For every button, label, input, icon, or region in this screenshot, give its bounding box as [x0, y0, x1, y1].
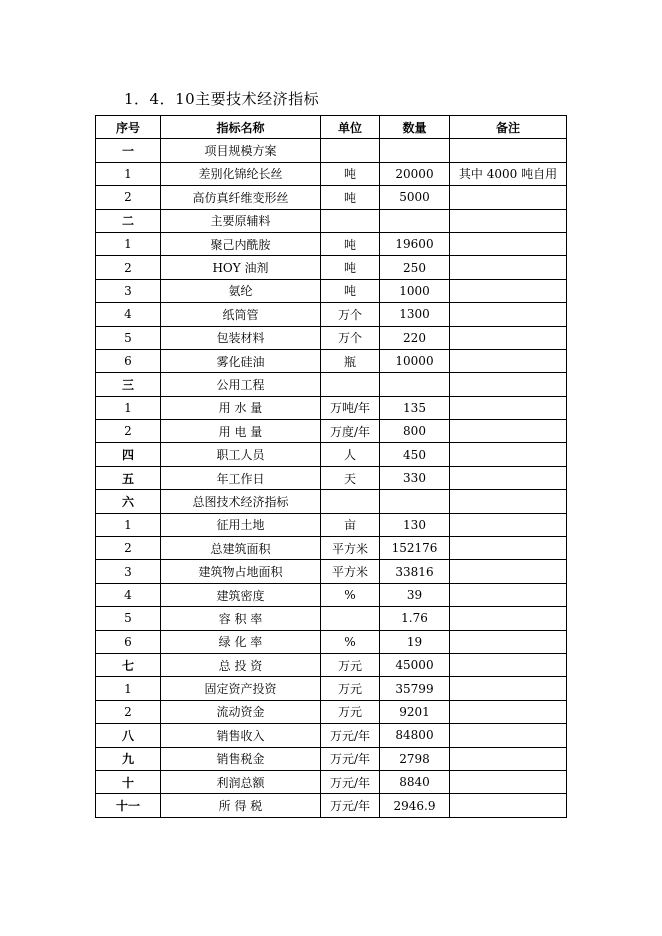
table-row	[96, 513, 567, 536]
cell-unit: 吨	[321, 232, 380, 255]
table-row	[96, 279, 567, 302]
cell-note	[450, 537, 567, 560]
cell-note	[450, 794, 567, 817]
table-row	[96, 794, 567, 817]
cell-no: 2	[96, 186, 161, 209]
cell-name: 主要原辅料	[161, 209, 321, 232]
cell-unit	[321, 139, 380, 162]
cell-note	[450, 279, 567, 302]
cell-note	[450, 209, 567, 232]
cell-unit: 万元/年	[321, 724, 380, 747]
cell-no: 4	[96, 303, 161, 326]
cell-unit: 万吨/年	[321, 396, 380, 419]
cell-name: 项目规模方案	[161, 139, 321, 162]
cell-no: 3	[96, 560, 161, 583]
cell-qty	[380, 209, 450, 232]
cell-unit: 平方米	[321, 537, 380, 560]
cell-name: 用 电 量	[161, 420, 321, 443]
cell-no: 一	[96, 139, 161, 162]
cell-note	[450, 583, 567, 606]
table-row	[96, 490, 567, 513]
cell-name: 差别化锦纶长丝	[161, 162, 321, 185]
table-row	[96, 560, 567, 583]
cell-no: 2	[96, 537, 161, 560]
cell-qty: 35799	[380, 677, 450, 700]
cell-qty: 8840	[380, 770, 450, 793]
cell-name: 氨纶	[161, 279, 321, 302]
cell-unit: 吨	[321, 162, 380, 185]
section-title: 1．4．10主要技术经济指标	[124, 90, 320, 108]
cell-name: 建筑物占地面积	[161, 560, 321, 583]
cell-qty: 330	[380, 466, 450, 489]
table-row	[96, 162, 567, 185]
cell-qty	[380, 373, 450, 396]
cell-no: 十一	[96, 794, 161, 817]
cell-name: 所 得 税	[161, 794, 321, 817]
header-name: 指标名称	[161, 116, 321, 139]
cell-name: 建筑密度	[161, 583, 321, 606]
cell-name: HOY 油剂	[161, 256, 321, 279]
cell-qty: 10000	[380, 349, 450, 372]
cell-no: 1	[96, 162, 161, 185]
cell-qty: 9201	[380, 700, 450, 723]
cell-note	[450, 420, 567, 443]
table-body	[96, 139, 567, 817]
cell-note	[450, 349, 567, 372]
cell-unit: 万元	[321, 677, 380, 700]
cell-no: 5	[96, 607, 161, 630]
cell-qty: 450	[380, 443, 450, 466]
cell-note	[450, 396, 567, 419]
cell-unit: 吨	[321, 186, 380, 209]
cell-qty: 39	[380, 583, 450, 606]
cell-note	[450, 513, 567, 536]
cell-note	[450, 630, 567, 653]
cell-note	[450, 466, 567, 489]
table-row	[96, 209, 567, 232]
cell-name: 聚己内酰胺	[161, 232, 321, 255]
cell-no: 九	[96, 747, 161, 770]
cell-unit	[321, 373, 380, 396]
table-row	[96, 747, 567, 770]
cell-name: 绿 化 率	[161, 630, 321, 653]
table-row	[96, 420, 567, 443]
table-row	[96, 232, 567, 255]
cell-qty: 1000	[380, 279, 450, 302]
cell-note	[450, 232, 567, 255]
cell-name: 流动资金	[161, 700, 321, 723]
cell-qty: 1300	[380, 303, 450, 326]
table-row	[96, 466, 567, 489]
cell-qty: 5000	[380, 186, 450, 209]
cell-name: 固定资产投资	[161, 677, 321, 700]
cell-unit: 万元/年	[321, 770, 380, 793]
table-row	[96, 537, 567, 560]
cell-name: 用 水 量	[161, 396, 321, 419]
table-row	[96, 373, 567, 396]
table-row	[96, 583, 567, 606]
cell-name: 总图技术经济指标	[161, 490, 321, 513]
cell-no: 2	[96, 256, 161, 279]
cell-unit	[321, 490, 380, 513]
cell-note	[450, 653, 567, 676]
cell-note: 其中 4000 吨自用	[450, 162, 567, 185]
cell-name: 销售税金	[161, 747, 321, 770]
cell-unit: 万元/年	[321, 747, 380, 770]
cell-qty: 20000	[380, 162, 450, 185]
cell-note	[450, 256, 567, 279]
cell-name: 公用工程	[161, 373, 321, 396]
cell-unit: 万度/年	[321, 420, 380, 443]
cell-note	[450, 186, 567, 209]
cell-qty	[380, 139, 450, 162]
cell-unit: 天	[321, 466, 380, 489]
cell-no: 1	[96, 232, 161, 255]
cell-no: 十	[96, 770, 161, 793]
cell-name: 年工作日	[161, 466, 321, 489]
table-row	[96, 653, 567, 676]
cell-name: 高仿真纤维变形丝	[161, 186, 321, 209]
table-row	[96, 326, 567, 349]
table-row	[96, 256, 567, 279]
cell-unit: 万元/年	[321, 794, 380, 817]
cell-unit	[321, 209, 380, 232]
cell-no: 1	[96, 513, 161, 536]
cell-qty: 220	[380, 326, 450, 349]
cell-no: 1	[96, 677, 161, 700]
cell-note	[450, 747, 567, 770]
header-note: 备注	[450, 116, 567, 139]
cell-unit: 万元	[321, 700, 380, 723]
cell-name: 征用土地	[161, 513, 321, 536]
cell-name: 包装材料	[161, 326, 321, 349]
table-row	[96, 396, 567, 419]
header-qty: 数量	[380, 116, 450, 139]
cell-qty: 33816	[380, 560, 450, 583]
cell-note	[450, 607, 567, 630]
cell-qty: 135	[380, 396, 450, 419]
cell-no: 2	[96, 700, 161, 723]
indicators-table	[95, 115, 567, 818]
cell-note	[450, 677, 567, 700]
table-row	[96, 303, 567, 326]
header-no: 序号	[96, 116, 161, 139]
cell-no: 三	[96, 373, 161, 396]
cell-unit	[321, 607, 380, 630]
cell-note	[450, 700, 567, 723]
cell-qty	[380, 490, 450, 513]
cell-unit: 吨	[321, 256, 380, 279]
cell-unit: %	[321, 583, 380, 606]
cell-unit: 人	[321, 443, 380, 466]
cell-no: 4	[96, 583, 161, 606]
cell-name: 容 积 率	[161, 607, 321, 630]
cell-note	[450, 560, 567, 583]
cell-no: 七	[96, 653, 161, 676]
cell-qty: 19600	[380, 232, 450, 255]
cell-unit: %	[321, 630, 380, 653]
table-row	[96, 770, 567, 793]
cell-note	[450, 443, 567, 466]
cell-note	[450, 490, 567, 513]
table-row	[96, 139, 567, 162]
cell-no: 八	[96, 724, 161, 747]
cell-qty: 1.76	[380, 607, 450, 630]
table-row	[96, 700, 567, 723]
cell-qty: 84800	[380, 724, 450, 747]
table-row	[96, 607, 567, 630]
cell-note	[450, 326, 567, 349]
cell-no: 3	[96, 279, 161, 302]
cell-qty: 2798	[380, 747, 450, 770]
cell-unit: 万个	[321, 326, 380, 349]
cell-no: 六	[96, 490, 161, 513]
table-row	[96, 677, 567, 700]
cell-name: 销售收入	[161, 724, 321, 747]
cell-note	[450, 139, 567, 162]
cell-no: 2	[96, 420, 161, 443]
cell-no: 四	[96, 443, 161, 466]
table-header-row	[96, 116, 567, 139]
cell-unit: 平方米	[321, 560, 380, 583]
cell-qty: 45000	[380, 653, 450, 676]
cell-name: 雾化硅油	[161, 349, 321, 372]
table-row	[96, 186, 567, 209]
cell-no: 5	[96, 326, 161, 349]
cell-name: 利润总额	[161, 770, 321, 793]
cell-qty: 800	[380, 420, 450, 443]
cell-name: 总 投 资	[161, 653, 321, 676]
cell-qty: 250	[380, 256, 450, 279]
cell-name: 职工人员	[161, 443, 321, 466]
cell-unit: 万元	[321, 653, 380, 676]
table-row	[96, 630, 567, 653]
cell-no: 6	[96, 349, 161, 372]
cell-note	[450, 303, 567, 326]
cell-unit: 吨	[321, 279, 380, 302]
cell-name: 总建筑面积	[161, 537, 321, 560]
cell-no: 1	[96, 396, 161, 419]
cell-note	[450, 373, 567, 396]
cell-note	[450, 770, 567, 793]
cell-no: 二	[96, 209, 161, 232]
cell-no: 五	[96, 466, 161, 489]
cell-qty: 19	[380, 630, 450, 653]
cell-unit: 瓶	[321, 349, 380, 372]
table-row	[96, 724, 567, 747]
cell-name: 纸筒管	[161, 303, 321, 326]
cell-note	[450, 724, 567, 747]
header-unit: 单位	[321, 116, 380, 139]
cell-qty: 152176	[380, 537, 450, 560]
table-row	[96, 349, 567, 372]
cell-unit: 万个	[321, 303, 380, 326]
cell-unit: 亩	[321, 513, 380, 536]
table-row	[96, 443, 567, 466]
cell-qty: 2946.9	[380, 794, 450, 817]
cell-no: 6	[96, 630, 161, 653]
cell-qty: 130	[380, 513, 450, 536]
